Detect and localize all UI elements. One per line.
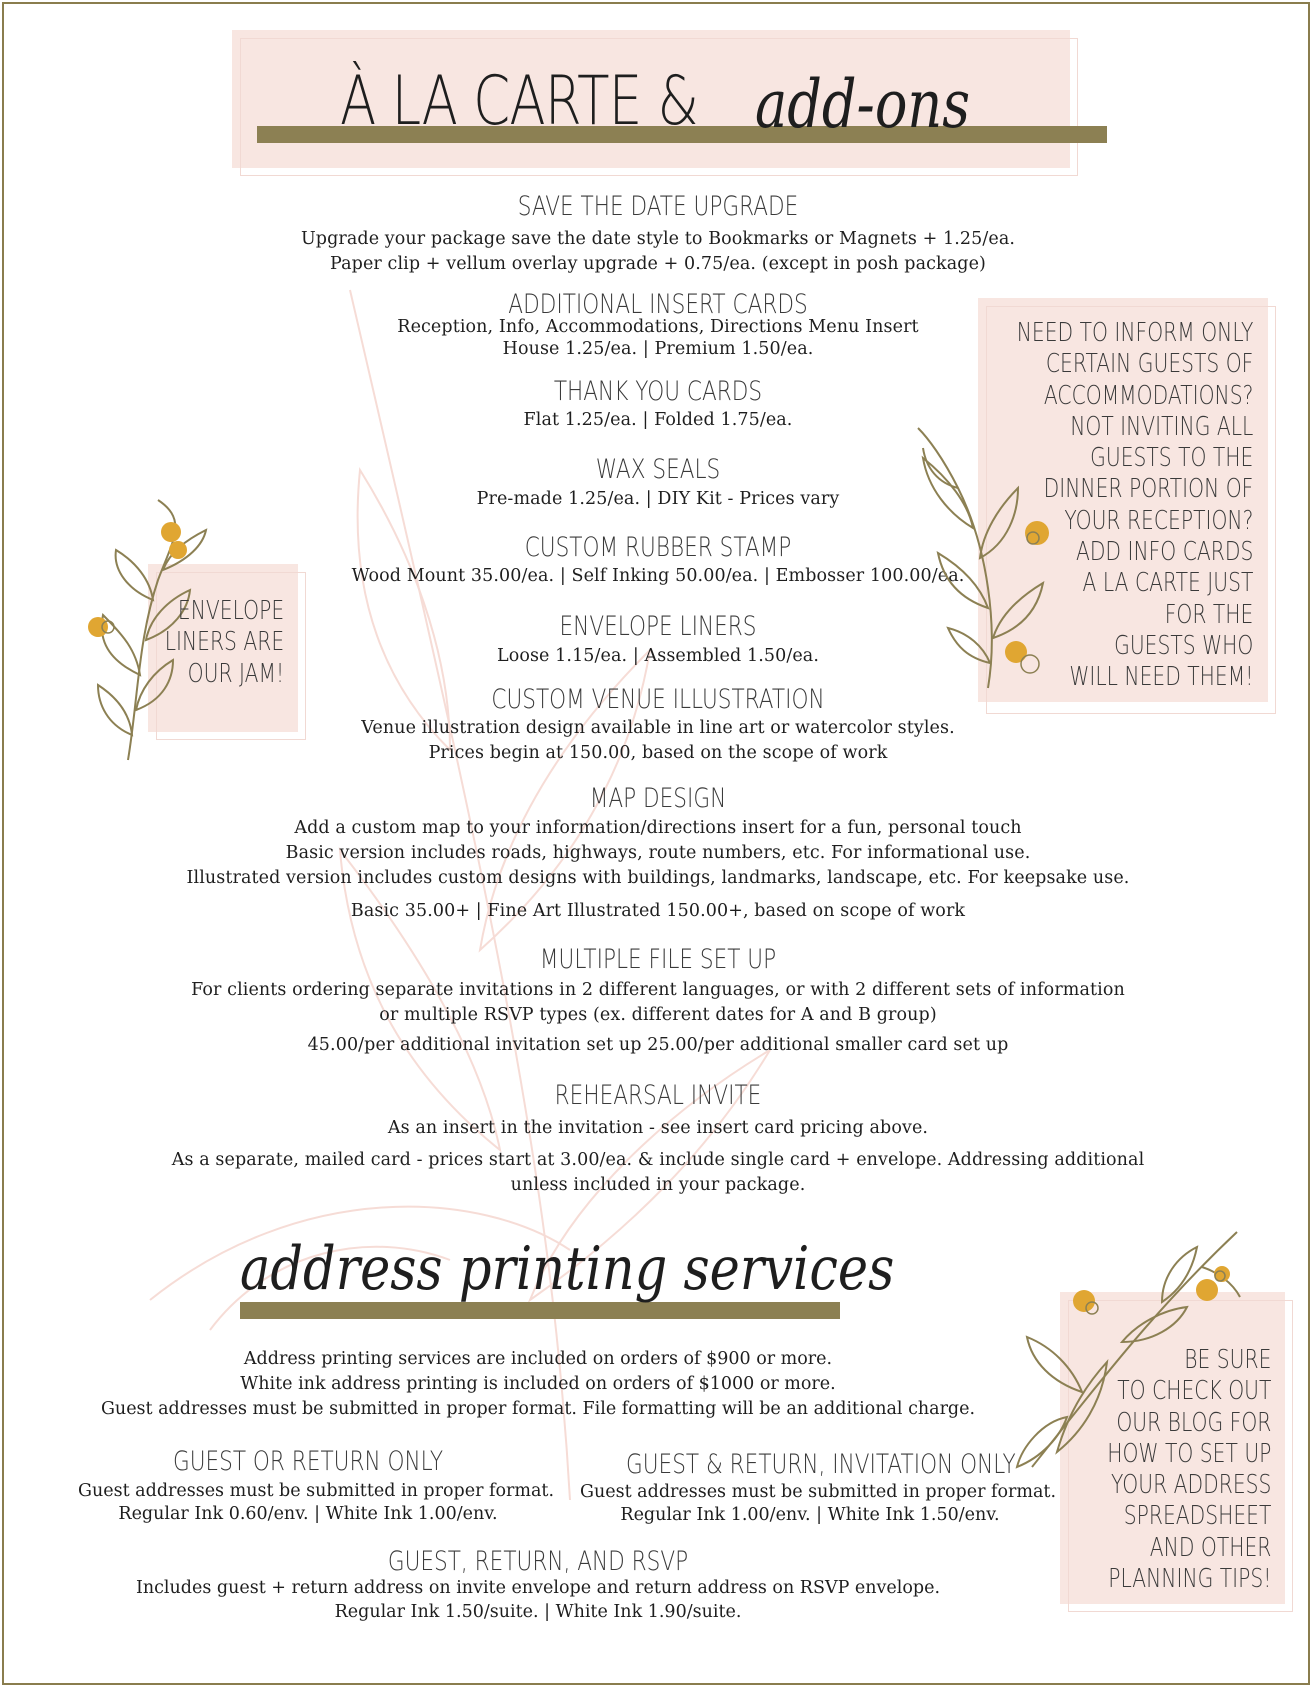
section-line: Pre-made 1.25/ea. | DIY Kit - Prices vary: [476, 489, 840, 509]
address-option-line: Guest addresses must be submitted in proper format.: [580, 1482, 1057, 1502]
callout-line: NOT INVITING ALL: [1069, 411, 1253, 442]
bottom-callout-text: [1107, 1345, 1271, 1595]
section-line: Paper clip + vellum overlay upgrade + 0.75/ea. (except in posh package): [330, 254, 986, 274]
callout-line: HOW TO SET UP: [1106, 1438, 1271, 1469]
section-line: As a separate, mailed card - prices start at 3.00/ea. & include single card + envelope. Addressing additional: [171, 1150, 1145, 1170]
callout-line: YOUR RECEPTION?: [1063, 505, 1253, 536]
section-line: Illustrated version includes custom designs with buildings, landmarks, landscape, etc. For keepsake use.: [186, 868, 1130, 888]
section-heading: MULTIPLE FILE SET UP: [539, 944, 777, 975]
section-heading: SAVE THE DATE UPGRADE: [517, 191, 799, 222]
callout-line: WILL NEED THEM!: [1068, 662, 1253, 693]
section-heading: WAX SEALS: [595, 454, 721, 485]
callout-line: ACCOMMODATIONS?: [1043, 380, 1253, 411]
section-heading: MAP DESIGN: [589, 783, 727, 814]
callout-line: FOR THE: [1164, 599, 1253, 630]
address-option-heading: GUEST, RETURN, AND RSVP: [387, 1546, 689, 1577]
section-line: Loose 1.15/ea. | Assembled 1.50/ea.: [496, 646, 819, 666]
section-heading: CUSTOM RUBBER STAMP: [524, 532, 792, 563]
callout-line: AND OTHER: [1149, 1532, 1271, 1563]
address-option-heading: GUEST & RETURN, INVITATION ONLY: [626, 1449, 1016, 1480]
address-option-line: Regular Ink 1.50/suite. | White Ink 1.90/suite.: [334, 1602, 742, 1622]
section-line: unless included in your package.: [510, 1175, 806, 1195]
section-line: Venue illustration design available in line art or watercolor styles.: [361, 718, 955, 738]
section-heading: THANK YOU CARDS: [553, 376, 763, 407]
page-title-script: add-ons: [755, 66, 971, 143]
callout-line: ADD INFO CARDS: [1075, 537, 1253, 568]
section-line: 45.00/per additional invitation set up 25.00/per additional smaller card set up: [307, 1035, 1009, 1055]
callout-line: CERTAIN GUESTS OF: [1045, 349, 1253, 380]
address-intro-line: White ink address printing is included on orders of $1000 or more.: [240, 1374, 836, 1394]
section-line: As an insert in the invitation - see insert card pricing above.: [387, 1118, 929, 1138]
section-line: Flat 1.25/ea. | Folded 1.75/ea.: [523, 410, 793, 430]
section-line: Add a custom map to your information/directions insert for a fun, personal touch: [294, 818, 1022, 838]
callout-line: A LA CARTE JUST: [1082, 568, 1253, 599]
address-option-heading: GUEST OR RETURN ONLY: [172, 1446, 444, 1477]
callout-line: YOUR ADDRESS: [1110, 1470, 1271, 1501]
page-title: À LA CARTE &: [340, 62, 699, 141]
section-line: House 1.25/ea. | Premium 1.50/ea.: [502, 339, 814, 359]
callout-line: ENVELOPE: [177, 596, 284, 626]
address-title: address printing services: [240, 1234, 895, 1304]
section-line: Basic version includes roads, highways, route numbers, etc. For informational use.: [285, 843, 1031, 863]
address-option-line: Regular Ink 1.00/env. | White Ink 1.50/env.: [620, 1505, 1000, 1525]
address-option-line: Guest addresses must be submitted in proper format.: [78, 1481, 555, 1501]
callout-line: OUR JAM!: [187, 658, 284, 689]
callout-line: GUESTS TO THE: [1089, 443, 1253, 474]
callout-line: OUR BLOG FOR: [1115, 1407, 1271, 1438]
address-option-line: Includes guest + return address on invite envelope and return address on RSVP envelope.: [135, 1578, 941, 1598]
callout-line: GUESTS WHO: [1113, 630, 1253, 661]
section-line: For clients ordering separate invitations in 2 different languages, or with 2 different sets of information: [191, 980, 1125, 1000]
section-heading: CUSTOM VENUE ILLUSTRATION: [491, 684, 825, 715]
section-line: or multiple RSVP types (ex. different dates for A and B group): [379, 1005, 937, 1025]
callout-line: DINNER PORTION OF: [1043, 474, 1253, 505]
section-line: Basic 35.00+ | Fine Art Illustrated 150.00+, based on scope of work: [350, 901, 966, 921]
callout-line: LINERS ARE: [164, 627, 284, 658]
left-callout-text: [165, 596, 284, 690]
section-heading: ADDITIONAL INSERT CARDS: [508, 289, 808, 320]
callout-line: PLANNING TIPS!: [1107, 1564, 1271, 1595]
callout-line: NEED TO INFORM ONLY: [1016, 318, 1253, 348]
section-line: Wood Mount 35.00/ea. | Self Inking 50.00/ea. | Embosser 100.00/ea.: [351, 566, 965, 586]
callout-line: TO CHECK OUT: [1116, 1376, 1271, 1407]
address-intro-line: Address printing services are included on orders of $900 or more.: [243, 1349, 833, 1369]
right-callout-text: [1016, 318, 1253, 694]
section-line: Prices begin at 150.00, based on the scope of work: [428, 743, 888, 763]
address-option-line: Regular Ink 0.60/env. | White Ink 1.00/env.: [118, 1504, 498, 1524]
callout-line: BE SURE: [1183, 1345, 1271, 1375]
section-line: Reception, Info, Accommodations, Directions Menu Insert: [397, 317, 919, 337]
address-title-underline-bar: [240, 1302, 840, 1319]
callout-line: SPREADSHEET: [1123, 1501, 1271, 1532]
section-heading: REHEARSAL INVITE: [554, 1080, 762, 1111]
section-heading: ENVELOPE LINERS: [559, 611, 757, 642]
address-intro-line: Guest addresses must be submitted in proper format. File formatting will be an additional charge.: [100, 1399, 976, 1419]
section-line: Upgrade your package save the date style to Bookmarks or Magnets + 1.25/ea.: [300, 229, 1016, 249]
